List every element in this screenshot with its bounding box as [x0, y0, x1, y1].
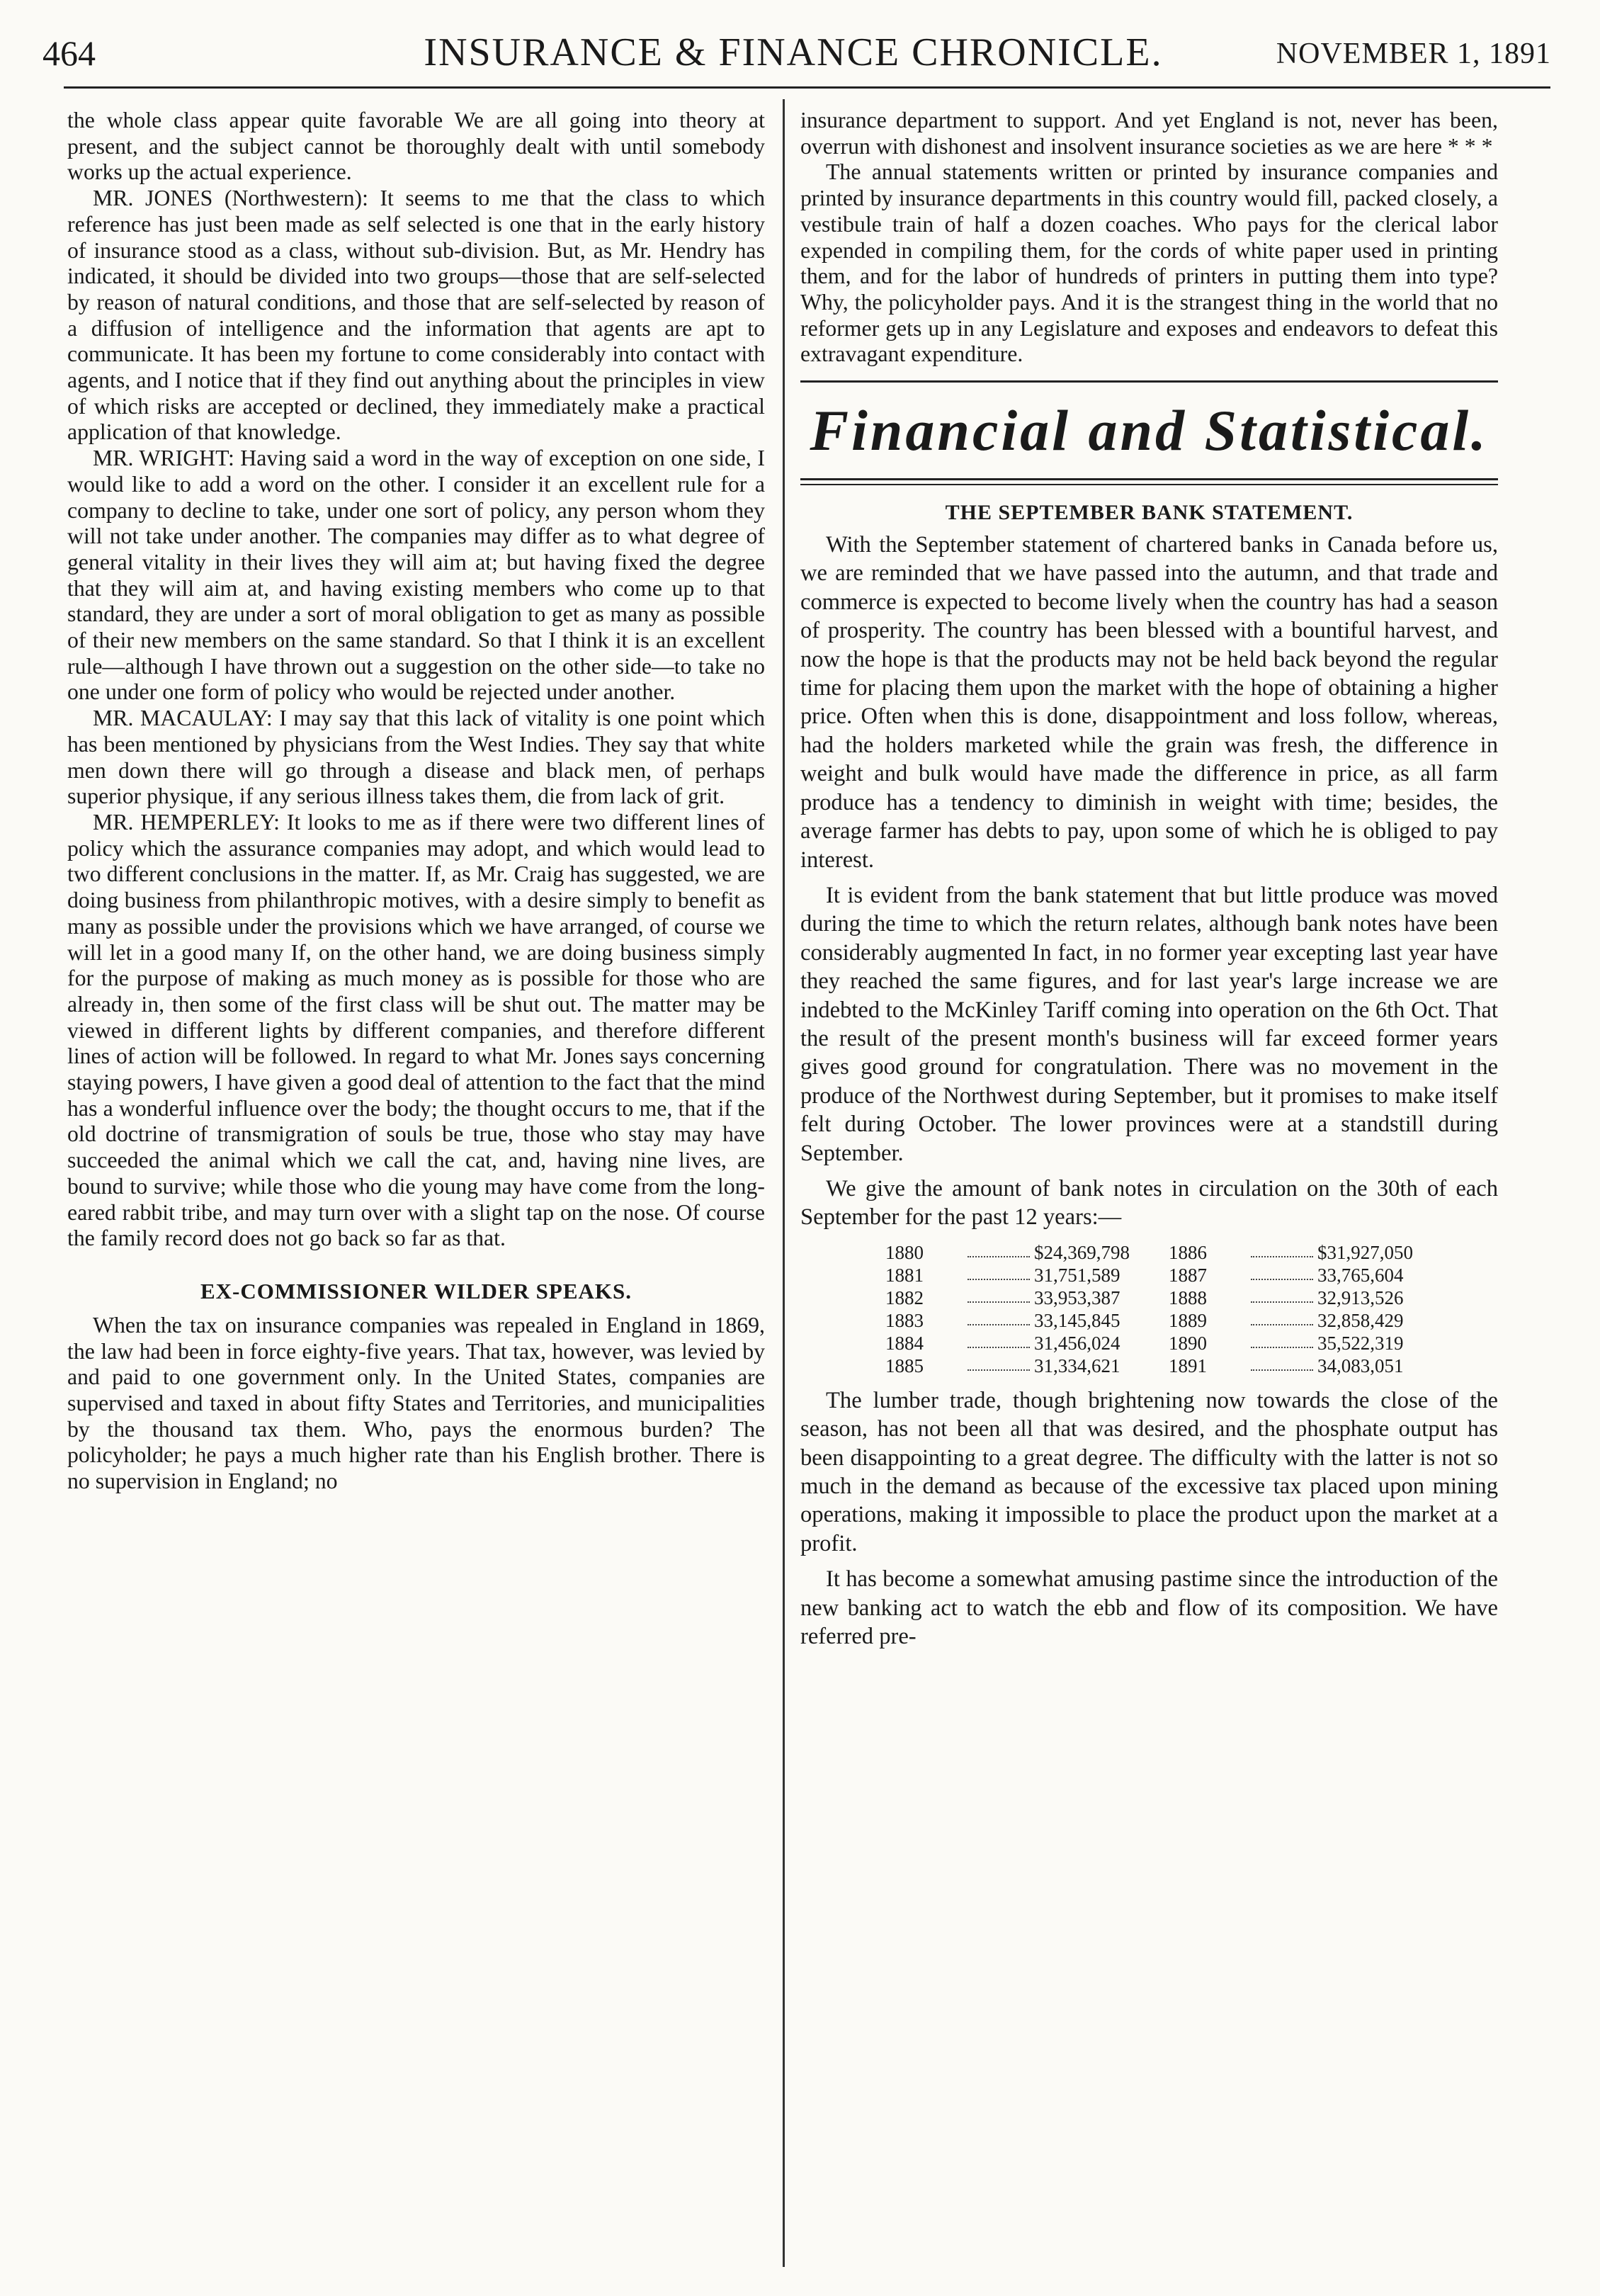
table-row: 1888 32,913,526: [1169, 1286, 1404, 1308]
table-row: 1884 31,456,024: [885, 1332, 1120, 1354]
table-row: 1890 35,522,319: [1169, 1332, 1404, 1354]
paragraph: With the September statement of chartered banks in Canada before us, we are reminded that we have passed into the autumn, and that trade and commerce is expected to become lively when the country has had a season of prosperity. The country has been blessed with a bountiful harvest, and now the hope is that the products may not be held back beyond the regular time for placing them upon the market with the hope of obtaining a higher price. Often when this is done, disappointment and loss follow, whereas, had the holders marketed while the grain was fresh, the difference in weight and bulk would have made the difference in price, as all farm produce has a tendency to diminish in weight with time; besides, the average farmer has debts to pay, upon some of which he is obliged to pay interest.: [800, 532, 1498, 873]
right-column: [800, 108, 1498, 1651]
paragraph: MR. MACAULAY: I may say that this lack of vitality is one point which has been mentioned by physicians from the West Indies. They say that white men down there will go through a disease and black men, of perhaps superior physique, if any serious illness takes them, die from lack of grit.: [67, 706, 765, 809]
paragraph: MR. HEMPERLEY: It looks to me as if there were two different lines of policy which the assurance companies may adopt, and which would lead to two different conclusions in the matter. If, as Mr. Craig has suggested, we are doing business from philanthropic motives, with a desire simply to benefit as many as possible under the provisions which we have arranged, of course we will let in a good many If, on the other hand, we are doing business simply for the purpose of making as much money as is possible for those who are already in, then some of the first class will be shut out. The matter may be viewed in different lights by different companies, and therefore different lines of action will be followed. In regard to what Mr. Jones says concerning staying powers, I have given a good deal of attention to the fact that the mind has a wonderful influence over the body; the thought occurs to me, that if the old doctrine of transmigration of souls be true, those who stay may have succeeded the animal which we call the cat, and, having nine lives, are bound to survive; while those who die young may have come from the long-eared rabbit tribe, and may turn over with a slight tap on the nose. Of course the family record does not go back so far as that.: [67, 809, 765, 1251]
article-heading: THE SEPTEMBER BANK STATEMENT.: [945, 501, 1354, 525]
section-masthead: [800, 380, 1498, 488]
table-row: 1886 $31,927,050: [1169, 1241, 1413, 1263]
table-row: 1891 34,083,051: [1169, 1355, 1404, 1376]
paragraph: MR. JONES (Northwestern): It seems to me that the class to which reference has just been made as self selected is one that in the early history of insurance stood as a class, without sub-division. But, as Mr. Hendry has indicated, it should be divided into two groups—those that are self-selected by reason of natural conditions, and those that are self-selected by reason of a diffusion of intelligence and the information that agents are apt to communicate. It has been my fortune to come considerably into contact with agents, and I notice that if they find out anything about the principles in view of which risks are accepted or declined, they immediately make a practical application of that knowledge.: [67, 186, 765, 445]
paragraph: insurance department to support. And yet England is not, never has been, overrun with dishonest and insolvent insurance societies as we are here * * *: [800, 108, 1498, 159]
page-header: [35, 27, 1551, 84]
masthead-rule-double: [800, 484, 1498, 485]
table-row: 1881 31,751,589: [885, 1264, 1120, 1286]
table-row: 1882 33,953,387: [885, 1286, 1120, 1308]
left-column: [67, 108, 765, 1495]
header-rule: [64, 86, 1550, 89]
masthead-rule-bottom: [800, 478, 1498, 480]
table-row: 1889 32,858,429: [1169, 1309, 1404, 1331]
section-masthead-title: Financial and Statistical.: [810, 398, 1489, 463]
table-row: 1880 $24,369,798: [885, 1241, 1130, 1263]
table-row: 1885 31,334,621: [885, 1355, 1120, 1376]
table-row: 1887 33,765,604: [1169, 1264, 1404, 1286]
paragraph: When the tax on insurance companies was repealed in England in 1869, the law had been in force eighty-five years. That tax, however, was levied by and paid to one government only. In the United States, companies are supervised and taxed in about fifty States and Territories, and municipalities by the thousand tax them. Who, pays the enormous burden? The policyholder; he pays a much higher rate than his English brother. There is no supervision in England; no: [67, 1312, 765, 1494]
issue-date: NOVEMBER 1, 1891: [1276, 38, 1551, 70]
table-row: 1883 33,145,845: [885, 1309, 1120, 1331]
section-heading: EX-COMMISSIONER WILDER SPEAKS.: [200, 1278, 632, 1303]
paragraph: The lumber trade, though brightening now towards the close of the season, has not been all that was desired, and the phosphate output has been disappointing to a great degree. The difficulty with the latter is not so much in the demand as because of the excessive tax placed upon mining operations, making it impossible to place the product upon the market at a profit.: [800, 1387, 1498, 1556]
masthead-rule-top: [800, 380, 1498, 383]
column-divider: [783, 99, 785, 2267]
publication-title: INSURANCE & FINANCE CHRONICLE.: [424, 30, 1163, 74]
paragraph: The annual statements written or printed by insurance companies and printed by insurance departments in this country would fill, packed closely, a vestibule train of half a dozen coaches. Who pays for the clerical labor expended in compiling them, for the cords of white paper used in printing them, and for the labor of hundreds of printers in putting them into type? Why, the policyholder pays. And it is the strangest thing in the world that no reformer gets up in any Legislature and exposes and endeavors to defeat this extravagant expenditure.: [800, 159, 1498, 367]
paragraph: It has become a somewhat amusing pastime since the introduction of the new banking act to watch the ebb and flow of its composition. We have referred pre-: [800, 1566, 1498, 1650]
paragraph: We give the amount of bank notes in circulation on the 30th of each September for the past 12 years:—: [800, 1175, 1498, 1231]
circulation-table: [885, 1242, 1498, 1376]
paragraph: the whole class appear quite favorable We are all going into theory at present, and the subject cannot be thoroughly dealt with until somebody works up the actual experience.: [67, 108, 765, 185]
paragraph: It is evident from the bank statement that but little produce was moved during the time to which the return relates, although bank notes have been considerably augmented In fact, in no former year excepting last year have they reached the same figures, and for last year's large increase we are indebted to the McKinley Tariff coming into operation on the 6th Oct. That the result of the present month's business will far exceed former years gives good ground for congratulation. There was no movement in the produce of the Northwest during September, but it promises to make itself felt during October. The lower provinces were at a standstill during September.: [800, 882, 1498, 1166]
page-number: 464: [42, 33, 96, 73]
paragraph: MR. WRIGHT: Having said a word in the way of exception on one side, I would like to add a word on the other. I consider it an excellent rule for a company to decline to take, under one sort of policy, any person whom they will not take under another. The companies may differ as to what degree of general vitality in their lives they will aim at; but having fixed the degree that they will aim at, and having existing members who come up to that standard, they are under a sort of moral obligation to get as many as possible of their new members on the same standard. So that I think it is an excellent rule—although I have thrown out a suggestion on the other side—to take no one under one form of policy who would be rejected under another.: [67, 446, 765, 705]
